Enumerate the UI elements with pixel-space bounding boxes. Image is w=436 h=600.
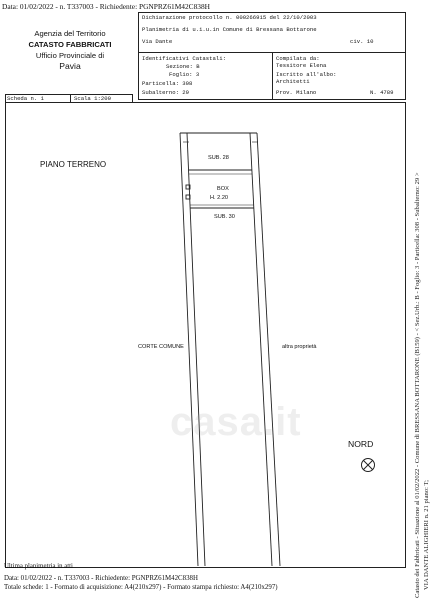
albo-number: N. 4789 [370, 89, 394, 96]
side-text-line2: VIA DANTE ALIGHIERI n. 21 piano: T; [423, 480, 430, 590]
north-compass-icon [362, 459, 375, 472]
footer-request-line: Data: 01/02/2022 - n. T337003 - Richiedente: PGNPRZ61M42C838H [4, 575, 198, 582]
sub30-label: SUB. 30 [214, 214, 235, 220]
particella-value: Particella: 308 [142, 80, 193, 87]
scala-label: Scala 1:200 [74, 95, 111, 102]
scheda-label: Scheda n. 1 [7, 95, 44, 102]
sub28-label: SUB. 28 [208, 155, 229, 161]
compilata-label: Compilata da: [276, 55, 320, 62]
north-label: NORD [348, 439, 374, 449]
box-label: BOX [217, 186, 229, 192]
address-civ: civ. 10 [350, 38, 374, 45]
last-plan-note: Ultima planimetria in atti [4, 563, 73, 570]
subalterno-value: Subalterno: 29 [142, 89, 189, 96]
provincia-value: Prov. Milano [276, 89, 317, 96]
floor-label: PIANO TERRENO [40, 160, 107, 169]
sezione-value: Sezione: B [166, 63, 200, 70]
foglio-value: Foglio: 3 [169, 71, 200, 78]
agency-province: Pavia [59, 61, 81, 71]
watermark: casa.it [170, 400, 302, 444]
side-text-line1: Catasto dei Fabbricati - Situazione al 01/02/2022 - Comune di BRESSANA BOTTARONE (B159) - < Sez.Urb.: B - Foglio: 3 - Particella: 308 - Subalterno: 29 > [414, 172, 421, 598]
agency-office: Ufficio Provinciale di [35, 51, 105, 60]
planimetria-line: Planimetria di u.i.u.in Comune di Bressana Bottarone [142, 26, 317, 33]
iscritto-label: Iscritto all'albo: [276, 71, 337, 78]
top-request-line: Data: 01/02/2022 - n. T337003 - Richiedente: PGNPRZ61M42C838H [2, 2, 211, 11]
declaration-line: Dichiarazione protocollo n. 000266915 del 22/10/2003 [142, 14, 317, 21]
altra-proprieta-label: altra proprietà [282, 344, 317, 350]
compilatore-name: Tessitore Elena [276, 62, 327, 69]
agency-catasto: CATASTO FABBRICATI [28, 40, 112, 49]
address-via: Via Dante [142, 38, 173, 45]
albo-value: Architetti [276, 78, 310, 85]
footer-format-line: Totale schede: 1 - Formato di acquisizione: A4(210x297) - Formato stampa richiesto: A4(210x297) [4, 584, 278, 591]
box-height-label: H. 2.20 [210, 195, 229, 201]
identificativi-label: Identificativi Catastali: [142, 55, 226, 62]
agency-name: Agenzia del Territorio [34, 29, 106, 38]
corte-comune-label: CORTE COMUNE [138, 344, 184, 350]
